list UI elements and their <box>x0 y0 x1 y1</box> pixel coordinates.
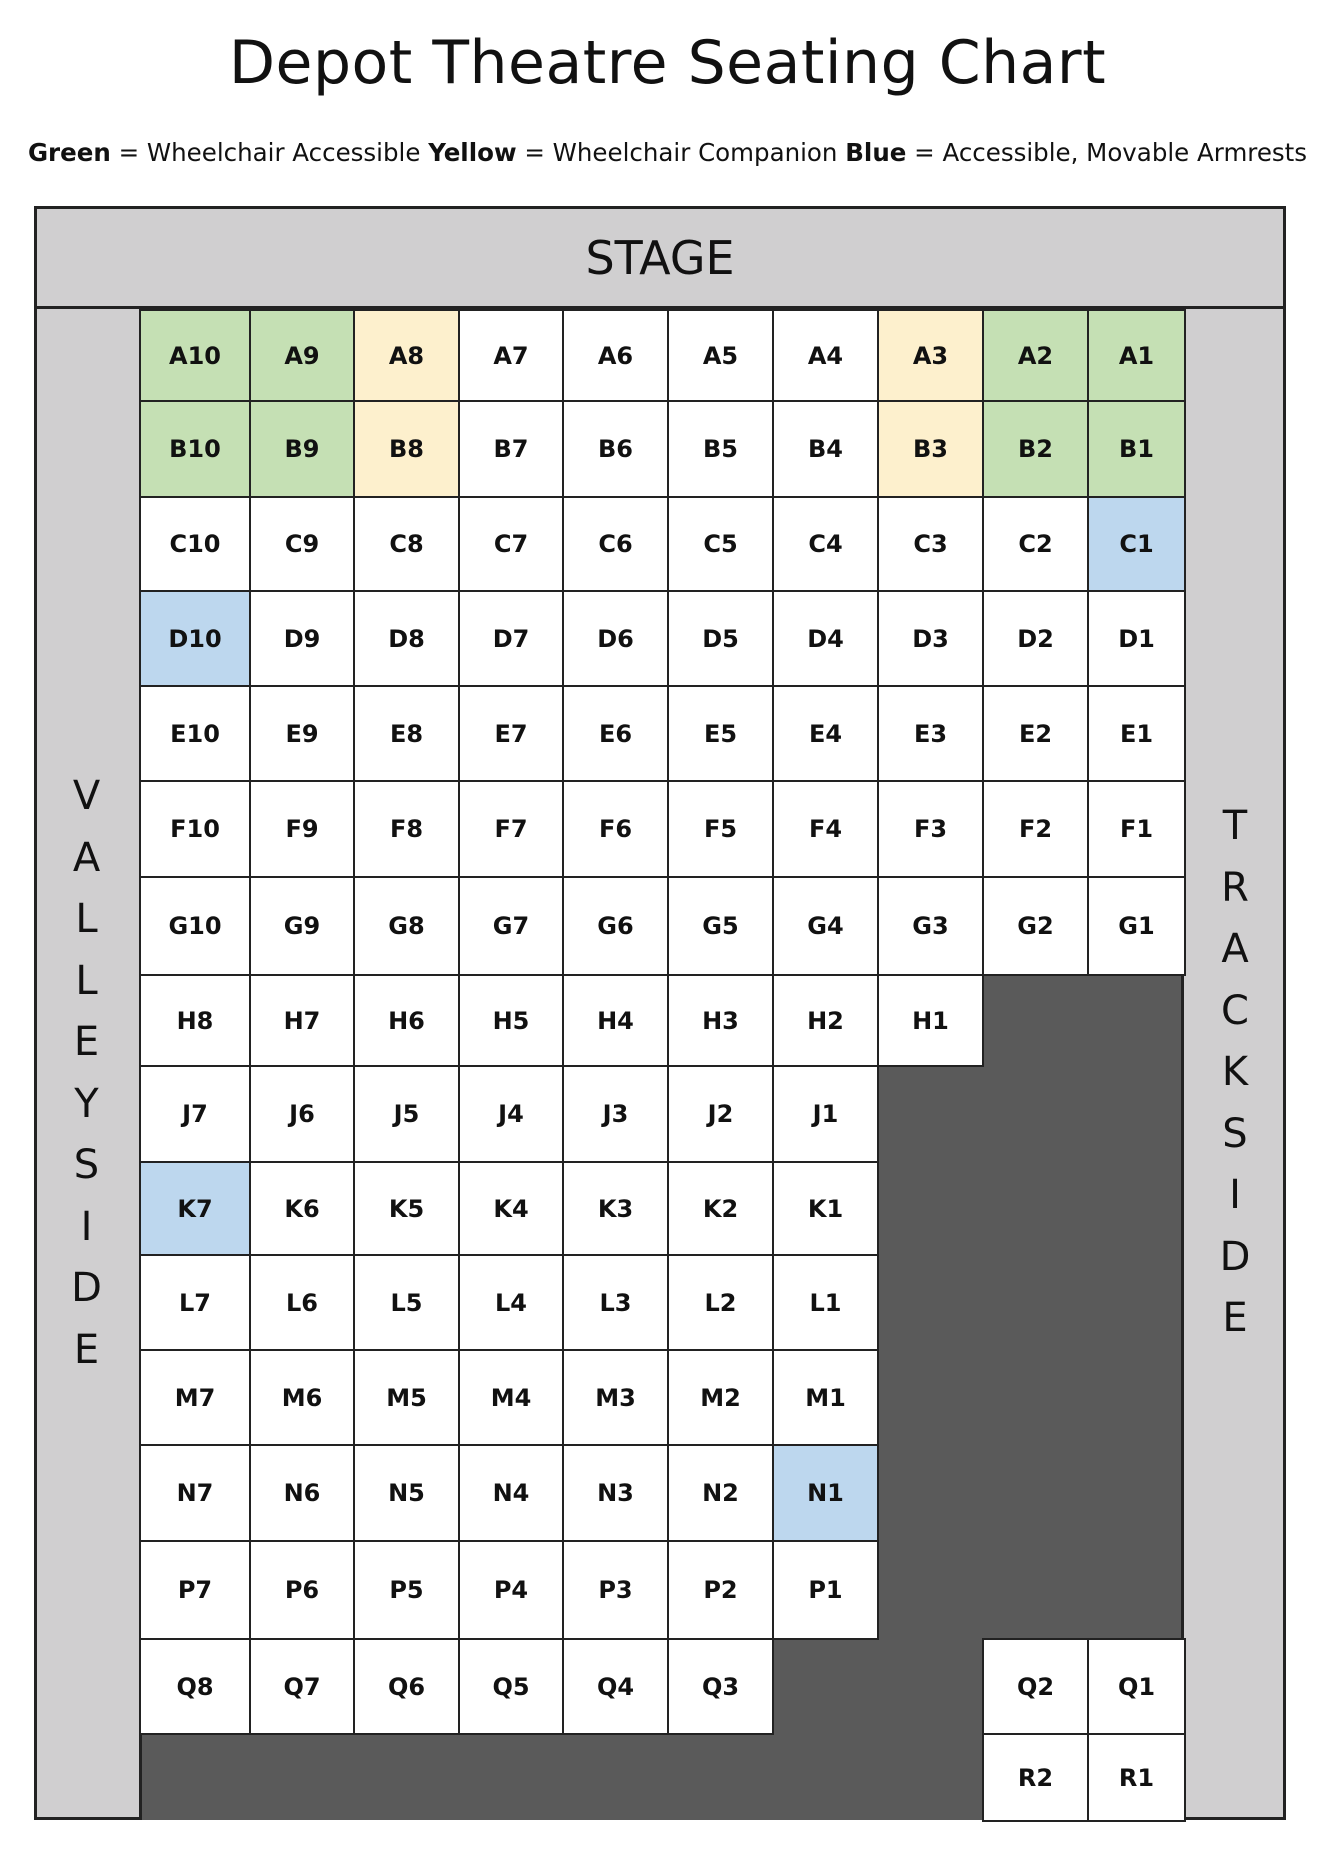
seat-c6[interactable]: C6 <box>562 496 669 592</box>
seat-q2[interactable]: Q2 <box>982 1638 1089 1735</box>
seat-j4[interactable]: J4 <box>458 1065 564 1163</box>
seat-r1[interactable]: R1 <box>1087 1733 1186 1822</box>
legend-yellow-text: = Wheelchair Companion <box>516 138 846 167</box>
seat-p1[interactable]: P1 <box>772 1540 879 1640</box>
seat-e3[interactable]: E3 <box>877 685 984 782</box>
seat-n3[interactable]: N3 <box>562 1444 669 1542</box>
seat-p4[interactable]: P4 <box>458 1540 564 1640</box>
side-letter: Y <box>74 1080 99 1127</box>
seat-a2[interactable]: A2 <box>982 309 1089 402</box>
seat-d2[interactable]: D2 <box>982 590 1089 687</box>
seat-a8[interactable]: A8 <box>353 309 460 402</box>
seat-d6[interactable]: D6 <box>562 590 669 687</box>
side-letter: E <box>1222 1295 1248 1341</box>
side-letter: K <box>1221 1049 1249 1095</box>
seat-h2[interactable]: H2 <box>772 974 879 1067</box>
seat-c3[interactable]: C3 <box>877 496 984 592</box>
seat-q8[interactable]: Q8 <box>139 1638 251 1735</box>
seat-b8[interactable]: B8 <box>353 400 460 498</box>
seat-a4[interactable]: A4 <box>772 309 879 402</box>
seat-d7[interactable]: D7 <box>458 590 564 687</box>
side-letter: E <box>73 1326 100 1373</box>
seat-c8[interactable]: C8 <box>353 496 460 592</box>
side-letter: L <box>75 957 98 1004</box>
seat-g1[interactable]: G1 <box>1087 876 1186 976</box>
seat-j7[interactable]: J7 <box>139 1065 251 1163</box>
seat-n5[interactable]: N5 <box>353 1444 460 1542</box>
seat-m7[interactable]: M7 <box>139 1349 251 1446</box>
side-letter: A <box>1221 926 1249 972</box>
seat-l2[interactable]: L2 <box>667 1254 774 1351</box>
side-letter: S <box>1222 1110 1248 1157</box>
seat-f2[interactable]: F2 <box>982 780 1089 878</box>
seat-a9[interactable]: A9 <box>249 309 355 402</box>
legend-green-text: = Wheelchair Accessible <box>110 138 429 167</box>
side-letter: C <box>1221 987 1249 1034</box>
side-letter: D <box>71 1265 102 1311</box>
seat-d8[interactable]: D8 <box>353 590 460 687</box>
seat-l1[interactable]: L1 <box>772 1254 879 1351</box>
seat-j6[interactable]: J6 <box>249 1065 355 1163</box>
seat-r2[interactable]: R2 <box>982 1733 1089 1822</box>
seat-g3[interactable]: G3 <box>877 876 984 976</box>
seat-m4[interactable]: M4 <box>458 1349 564 1446</box>
seat-h5[interactable]: H5 <box>458 974 564 1067</box>
seat-p6[interactable]: P6 <box>249 1540 355 1640</box>
seat-q5[interactable]: Q5 <box>458 1638 564 1735</box>
seat-j3[interactable]: J3 <box>562 1065 669 1163</box>
seat-a7[interactable]: A7 <box>458 309 564 402</box>
seat-n6[interactable]: N6 <box>249 1444 355 1542</box>
seat-a3[interactable]: A3 <box>877 309 984 402</box>
seat-b4[interactable]: B4 <box>772 400 879 498</box>
seat-k3[interactable]: K3 <box>562 1161 669 1256</box>
seat-b6[interactable]: B6 <box>562 400 669 498</box>
seat-c1[interactable]: C1 <box>1087 496 1186 592</box>
seat-b1[interactable]: B1 <box>1087 400 1186 498</box>
seat-k2[interactable]: K2 <box>667 1161 774 1256</box>
seat-f6[interactable]: F6 <box>562 780 669 878</box>
legend-yellow-word: Yellow <box>428 138 517 167</box>
seat-m3[interactable]: M3 <box>562 1349 669 1446</box>
legend-green-word: Green <box>27 138 111 167</box>
side-letter: I <box>80 1203 93 1250</box>
seat-n1[interactable]: N1 <box>772 1444 879 1542</box>
seat-h7[interactable]: H7 <box>249 974 355 1067</box>
seat-h1[interactable]: H1 <box>877 974 984 1067</box>
seat-f1[interactable]: F1 <box>1087 780 1186 878</box>
seat-e2[interactable]: E2 <box>982 685 1089 782</box>
seat-j1[interactable]: J1 <box>772 1065 879 1163</box>
seat-q3[interactable]: Q3 <box>667 1638 774 1735</box>
side-letter: E <box>73 1019 100 1065</box>
seat-c7[interactable]: C7 <box>458 496 564 592</box>
side-letter: T <box>1222 803 1248 849</box>
seat-f4[interactable]: F4 <box>772 780 879 878</box>
seat-a10[interactable]: A10 <box>139 309 251 402</box>
seat-g10[interactable]: G10 <box>139 876 251 976</box>
seat-d1[interactable]: D1 <box>1087 590 1186 687</box>
seat-c4[interactable]: C4 <box>772 496 879 592</box>
seat-k5[interactable]: K5 <box>353 1161 460 1256</box>
seat-p5[interactable]: P5 <box>353 1540 460 1640</box>
seat-e5[interactable]: E5 <box>667 685 774 782</box>
seat-h3[interactable]: H3 <box>667 974 774 1067</box>
seat-d4[interactable]: D4 <box>772 590 879 687</box>
seat-e9[interactable]: E9 <box>249 685 355 782</box>
stage-label: STAGE <box>585 230 735 285</box>
side-letter: V <box>72 773 101 819</box>
side-letter: L <box>75 896 98 942</box>
seat-k7[interactable]: K7 <box>139 1161 251 1256</box>
seat-e1[interactable]: E1 <box>1087 685 1186 782</box>
seat-f9[interactable]: F9 <box>249 780 355 878</box>
seat-b3[interactable]: B3 <box>877 400 984 498</box>
seat-p3[interactable]: P3 <box>562 1540 669 1640</box>
side-letter: S <box>73 1142 100 1188</box>
seat-n4[interactable]: N4 <box>458 1444 564 1542</box>
seat-g7[interactable]: G7 <box>458 876 564 976</box>
seat-e7[interactable]: E7 <box>458 685 564 782</box>
seat-m2[interactable]: M2 <box>667 1349 774 1446</box>
seat-q6[interactable]: Q6 <box>353 1638 460 1735</box>
seat-h6[interactable]: H6 <box>353 974 460 1067</box>
seat-b5[interactable]: B5 <box>667 400 774 498</box>
seat-l5[interactable]: L5 <box>353 1254 460 1351</box>
seat-a1[interactable]: A1 <box>1087 309 1186 402</box>
seat-e8[interactable]: E8 <box>353 685 460 782</box>
seat-h4[interactable]: H4 <box>562 974 669 1067</box>
chart-title: Depot Theatre Seating Chart <box>228 28 1107 98</box>
seat-q1[interactable]: Q1 <box>1087 1638 1186 1735</box>
seat-f8[interactable]: F8 <box>353 780 460 878</box>
seat-a6[interactable]: A6 <box>562 309 669 402</box>
seat-l4[interactable]: L4 <box>458 1254 564 1351</box>
seat-k6[interactable]: K6 <box>249 1161 355 1256</box>
seat-d5[interactable]: D5 <box>667 590 774 687</box>
seat-d9[interactable]: D9 <box>249 590 355 687</box>
seat-l7[interactable]: L7 <box>139 1254 251 1351</box>
seat-p2[interactable]: P2 <box>667 1540 774 1640</box>
color-legend <box>0 138 1335 167</box>
legend-blue-word: Blue <box>845 138 907 167</box>
seat-e10[interactable]: E10 <box>139 685 251 782</box>
seat-g6[interactable]: G6 <box>562 876 669 976</box>
seat-m1[interactable]: M1 <box>772 1349 879 1446</box>
seat-a5[interactable]: A5 <box>667 309 774 402</box>
side-letter: A <box>72 834 101 881</box>
seat-f10[interactable]: F10 <box>139 780 251 878</box>
seat-g4[interactable]: G4 <box>772 876 879 976</box>
seat-k4[interactable]: K4 <box>458 1161 564 1256</box>
seat-c10[interactable]: C10 <box>139 496 251 592</box>
seat-e6[interactable]: E6 <box>562 685 669 782</box>
seat-d3[interactable]: D3 <box>877 590 984 687</box>
seat-n7[interactable]: N7 <box>139 1444 251 1542</box>
side-letter: D <box>1219 1233 1251 1280</box>
seat-f5[interactable]: F5 <box>667 780 774 878</box>
seat-g9[interactable]: G9 <box>249 876 355 976</box>
seat-p7[interactable]: P7 <box>139 1540 251 1640</box>
seat-f7[interactable]: F7 <box>458 780 564 878</box>
seat-f3[interactable]: F3 <box>877 780 984 878</box>
stage <box>34 206 1286 309</box>
track-side-label <box>1184 796 1286 1350</box>
seat-q4[interactable]: Q4 <box>562 1638 669 1735</box>
valley-side-label <box>34 766 139 1381</box>
seat-g8[interactable]: G8 <box>353 876 460 976</box>
seat-b2[interactable]: B2 <box>982 400 1089 498</box>
seat-c5[interactable]: C5 <box>667 496 774 592</box>
seat-d10[interactable]: D10 <box>139 590 251 687</box>
seat-n2[interactable]: N2 <box>667 1444 774 1542</box>
seat-j2[interactable]: J2 <box>667 1065 774 1163</box>
side-letter: I <box>1229 1172 1241 1218</box>
side-letter: R <box>1221 864 1249 911</box>
seat-h8[interactable]: H8 <box>139 974 251 1067</box>
seat-j5[interactable]: J5 <box>353 1065 460 1163</box>
seat-b10[interactable]: B10 <box>139 400 251 498</box>
legend-blue-text: = Accessible, Movable Armrests <box>906 138 1308 167</box>
seat-l6[interactable]: L6 <box>249 1254 355 1351</box>
seat-m6[interactable]: M6 <box>249 1349 355 1446</box>
seat-e4[interactable]: E4 <box>772 685 879 782</box>
seat-c2[interactable]: C2 <box>982 496 1089 592</box>
seat-l3[interactable]: L3 <box>562 1254 669 1351</box>
seat-b7[interactable]: B7 <box>458 400 564 498</box>
seat-m5[interactable]: M5 <box>353 1349 460 1446</box>
seat-k1[interactable]: K1 <box>772 1161 879 1256</box>
seat-g2[interactable]: G2 <box>982 876 1089 976</box>
seat-c9[interactable]: C9 <box>249 496 355 592</box>
seat-b9[interactable]: B9 <box>249 400 355 498</box>
seat-g5[interactable]: G5 <box>667 876 774 976</box>
seat-q7[interactable]: Q7 <box>249 1638 355 1735</box>
